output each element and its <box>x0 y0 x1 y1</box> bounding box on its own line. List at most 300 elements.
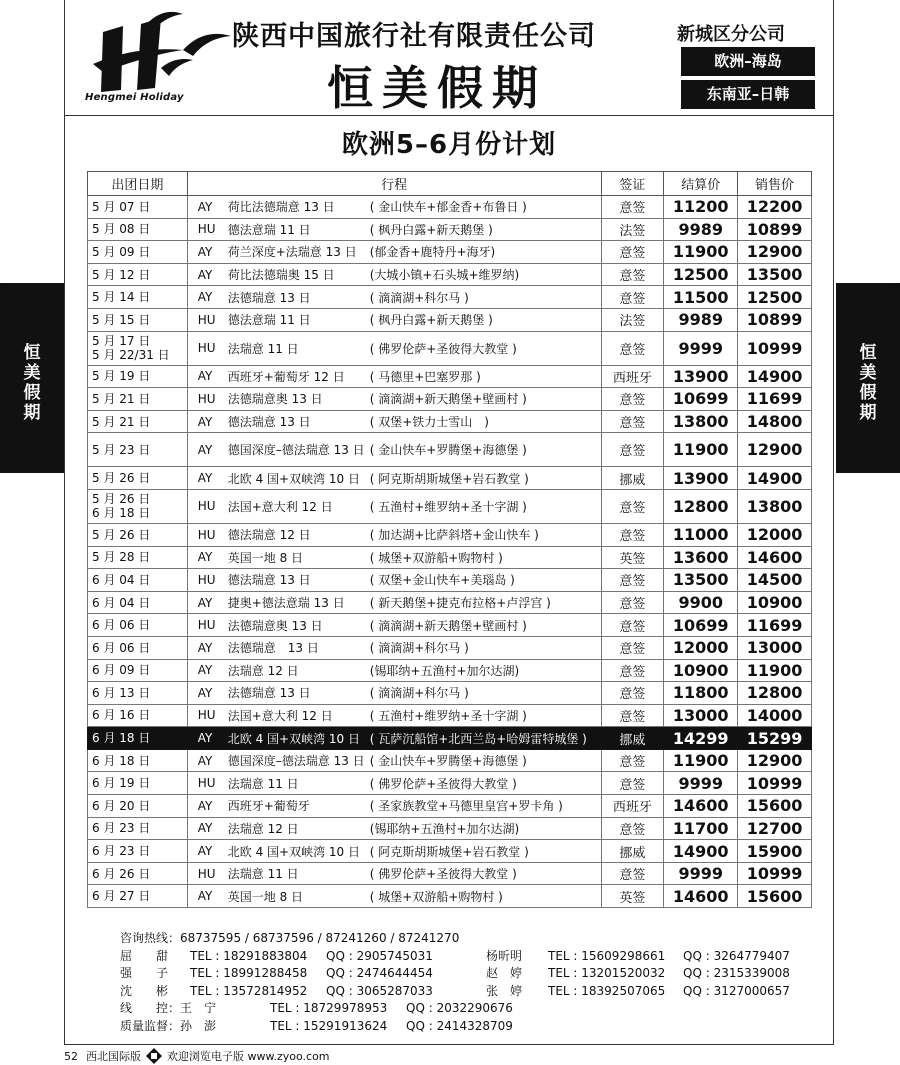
contact-name-2: 张 婷 <box>486 983 523 998</box>
date-text: 5 月 12 日 <box>92 267 151 282</box>
trip-highlights: ( 滴滴湖+科尔马 ) <box>369 290 469 305</box>
cell-settle-price: 14299 <box>664 727 738 750</box>
cell-sale-price: 12000 <box>738 523 812 546</box>
left-side-banner <box>0 283 64 473</box>
cell-date <box>88 308 188 331</box>
trip-name: 英国一地 8 日 <box>227 889 304 904</box>
date-text: 6 月 27 日 <box>92 889 151 904</box>
cell-settle-price: 11000 <box>664 523 738 546</box>
trip-highlights: ( 滴滴湖+科尔马 ) <box>369 641 469 656</box>
trip-name: 法德瑞意 13 日 <box>227 641 319 656</box>
cell-sale-price: 12200 <box>738 196 812 219</box>
cell-date <box>88 749 188 772</box>
trip-name: 德法瑞意 12 日 <box>227 528 311 543</box>
airline-code: AY <box>197 821 213 836</box>
cell-visa: 意签 <box>601 862 664 885</box>
table-row <box>88 331 812 365</box>
airline-code: AY <box>197 199 213 214</box>
cell-visa: 意签 <box>601 772 664 795</box>
contact-tel: TEL : 13572814952 <box>190 983 308 998</box>
header <box>65 0 833 116</box>
trip-name: 西班牙+葡萄牙 <box>227 799 310 814</box>
table-row <box>88 546 812 569</box>
cell-sale-price: 14900 <box>738 365 812 388</box>
table-row <box>88 467 812 490</box>
cell-route <box>187 704 601 727</box>
cell-visa: 意签 <box>601 591 664 614</box>
cell-date <box>88 196 188 219</box>
airline-code: HU <box>197 499 216 514</box>
table-row <box>88 433 812 467</box>
contact-qq-2: QQ : 3264779407 <box>683 948 790 963</box>
table-row <box>88 772 812 795</box>
airline-code: HU <box>197 776 216 791</box>
cell-settle-price: 11900 <box>664 241 738 264</box>
cell-date <box>88 263 188 286</box>
trip-name: 捷奥+德法意瑞 13 日 <box>227 596 345 611</box>
cell-date <box>88 862 188 885</box>
cell-settle-price: 14600 <box>664 885 738 908</box>
contact-row <box>120 948 790 966</box>
cell-sale-price: 10899 <box>738 308 812 331</box>
trip-highlights: (大城小镇+石头城+维罗纳) <box>369 268 520 283</box>
date-text: 5 月 09 日 <box>92 244 151 259</box>
cell-date <box>88 365 188 388</box>
cell-date <box>88 704 188 727</box>
date-text: 5 月 19 日 <box>92 369 151 384</box>
cell-settle-price: 9999 <box>664 331 738 365</box>
date-text: 6 月 06 日 <box>92 618 151 633</box>
table-row <box>88 365 812 388</box>
cell-settle-price: 11900 <box>664 433 738 467</box>
trip-highlights: ( 佛罗伦萨+圣彼得大教堂 ) <box>369 867 517 882</box>
cell-visa: 法签 <box>601 308 664 331</box>
date-text: 6 月 06 日 <box>92 640 151 655</box>
brand-title: 恒美假期 <box>327 61 547 115</box>
table-row <box>88 489 812 523</box>
cell-settle-price: 11900 <box>664 749 738 772</box>
airline-code: AY <box>197 889 213 904</box>
cell-sale-price: 10900 <box>738 591 812 614</box>
trip-name: 法德瑞意 13 日 <box>227 686 311 701</box>
trip-highlights: ( 五渔村+维罗纳+圣十字湖 ) <box>369 708 527 723</box>
table-row <box>88 263 812 286</box>
cell-date <box>88 569 188 592</box>
airline-code: HU <box>197 866 216 881</box>
cell-route <box>187 569 601 592</box>
date-text: 6 月 16 日 <box>92 708 151 723</box>
airline-code: AY <box>197 471 213 486</box>
table-row <box>88 614 812 637</box>
plan-title: 欧洲5–6月份计划 <box>341 130 557 160</box>
date-text-2: 6 月 18 日 <box>92 506 151 521</box>
cell-visa: 意签 <box>601 749 664 772</box>
cell-route <box>187 817 601 840</box>
cell-date <box>88 885 188 908</box>
cell-sale-price: 15900 <box>738 840 812 863</box>
table-row <box>88 636 812 659</box>
trip-name: 荷比法德瑞意 13 日 <box>227 200 335 215</box>
cell-visa: 西班牙 <box>601 795 664 818</box>
cell-visa: 挪威 <box>601 467 664 490</box>
airline-code: AY <box>197 844 213 859</box>
page-frame <box>64 0 834 1045</box>
cell-date <box>88 817 188 840</box>
left-side-label: 恒 美 假 期 <box>23 343 41 423</box>
cell-route <box>187 772 601 795</box>
date-text: 6 月 18 日 <box>92 753 151 768</box>
date-text: 6 月 23 日 <box>92 844 151 859</box>
table-row <box>88 885 812 908</box>
cell-route <box>187 659 601 682</box>
airline-code: HU <box>197 222 216 237</box>
cell-visa: 西班牙 <box>601 365 664 388</box>
cell-sale-price: 12500 <box>738 286 812 309</box>
cell-date <box>88 218 188 241</box>
header-settle-price: 结算价 <box>664 172 738 196</box>
cell-settle-price: 9999 <box>664 862 738 885</box>
trip-name: 西班牙+葡萄牙 12 日 <box>227 369 345 384</box>
table-row <box>88 591 812 614</box>
contact-qq: QQ : 2905745031 <box>326 948 433 963</box>
trip-name: 英国一地 8 日 <box>227 550 304 565</box>
trip-highlights: ( 滴滴湖+新天鹅堡+壁画村 ) <box>369 392 527 407</box>
airline-code: AY <box>197 753 213 768</box>
date-text: 5 月 07 日 <box>92 199 151 214</box>
contact-qq: QQ : 2474644454 <box>326 966 433 980</box>
cell-sale-price: 12800 <box>738 682 812 705</box>
cell-sale-price: 13800 <box>738 489 812 523</box>
right-side-banner <box>836 283 900 473</box>
trip-name: 德法意瑞 11 日 <box>227 222 311 237</box>
cell-route <box>187 467 601 490</box>
cell-date <box>88 331 188 365</box>
trip-highlights: ( 阿克斯胡斯城堡+岩石教堂 ) <box>369 844 529 859</box>
cell-date <box>88 489 188 523</box>
cell-date <box>88 772 188 795</box>
trip-name: 法国+意大利 12 日 <box>227 499 333 514</box>
date-text: 6 月 23 日 <box>92 821 151 836</box>
contact-tel-2: TEL : 18392507065 <box>548 983 666 998</box>
cell-visa: 意签 <box>601 682 664 705</box>
cell-sale-price: 10999 <box>738 331 812 365</box>
supervise-tel: TEL : 15291913624 <box>270 1018 388 1033</box>
airline-code: HU <box>197 708 216 723</box>
date-text: 5 月 14 日 <box>92 290 151 305</box>
date-text: 5 月 21 日 <box>92 414 151 429</box>
trip-highlights: ( 滴滴湖+新天鹅堡+壁画村 ) <box>369 618 527 633</box>
trip-highlights: ( 新天鹅堡+捷克布拉格+卢浮宫 ) <box>369 596 551 611</box>
cell-route <box>187 489 601 523</box>
table-row <box>88 840 812 863</box>
cell-route <box>187 308 601 331</box>
date-text-2: 5 月 22/31 日 <box>92 348 170 363</box>
supervise-contact <box>120 1018 790 1036</box>
control-qq: QQ : 2032290676 <box>406 1001 513 1015</box>
contact-qq: QQ : 3065287033 <box>326 983 433 998</box>
cell-settle-price: 13900 <box>664 467 738 490</box>
date-text: 5 月 15 日 <box>92 312 151 327</box>
trip-highlights: ( 金山快车+郁金香+布鲁日 ) <box>369 200 527 215</box>
airline-code: AY <box>197 442 213 457</box>
contact-row <box>120 983 790 1001</box>
cell-route <box>187 727 601 750</box>
table-row <box>88 569 812 592</box>
trip-highlights: (锡耶纳+五渔村+加尔达湖) <box>369 663 520 678</box>
contact-section <box>120 930 790 1035</box>
cell-settle-price: 12500 <box>664 263 738 286</box>
contact-name: 屈 甜 <box>120 948 169 963</box>
cell-settle-price: 13800 <box>664 410 738 433</box>
airline-code: AY <box>197 550 213 565</box>
date-text: 5 月 08 日 <box>92 222 151 237</box>
date-text: 6 月 19 日 <box>92 776 151 791</box>
publisher-logo-icon <box>146 1048 162 1064</box>
cell-route <box>187 241 601 264</box>
cell-visa: 意签 <box>601 659 664 682</box>
date-text: 5 月 26 日 <box>92 527 151 542</box>
airline-code: HU <box>197 391 216 406</box>
airline-code: AY <box>197 244 213 259</box>
cell-route <box>187 749 601 772</box>
cell-visa: 意签 <box>601 196 664 219</box>
trip-highlights: (锡耶纳+五渔村+加尔达湖) <box>369 821 520 836</box>
trip-highlights: ( 瓦萨沉船馆+北西兰岛+哈姆雷特城堡 ) <box>369 731 587 746</box>
cell-date <box>88 614 188 637</box>
cell-date <box>88 241 188 264</box>
trip-highlights: (郁金香+鹿特丹+海牙) <box>369 245 496 260</box>
cell-visa: 英签 <box>601 546 664 569</box>
cell-route <box>187 410 601 433</box>
cell-visa: 意签 <box>601 704 664 727</box>
table-row <box>88 749 812 772</box>
contact-name: 强 子 <box>120 966 169 980</box>
cell-sale-price: 14500 <box>738 569 812 592</box>
cell-visa: 法签 <box>601 218 664 241</box>
cell-route <box>187 795 601 818</box>
trip-name: 德法瑞意 13 日 <box>227 573 311 588</box>
cell-date <box>88 467 188 490</box>
trip-highlights: ( 马德里+巴塞罗那 ) <box>369 369 481 384</box>
table-row <box>88 218 812 241</box>
airline-code: AY <box>197 267 213 282</box>
cell-visa: 意签 <box>601 569 664 592</box>
table-row <box>88 308 812 331</box>
trip-highlights: ( 双堡+铁力士雪山 ) <box>369 415 489 430</box>
contact-qq-2: QQ : 3127000657 <box>683 983 790 998</box>
trip-name: 德法瑞意 13 日 <box>227 415 311 430</box>
control-label: 线 控：王 宁 <box>120 1001 217 1015</box>
cell-settle-price: 10699 <box>664 614 738 637</box>
cell-sale-price: 10999 <box>738 862 812 885</box>
airline-code: AY <box>197 290 213 305</box>
trip-highlights: ( 佛罗伦萨+圣彼得大教堂 ) <box>369 776 517 791</box>
cell-date <box>88 682 188 705</box>
welcome-text: 欢迎浏览电子版 www.zyoo.com <box>167 1050 330 1063</box>
trip-highlights: ( 枫丹白露+新天鹅堡 ) <box>369 313 493 328</box>
airline-code: HU <box>197 527 216 542</box>
trip-highlights: ( 双堡+金山快车+美瑙岛 ) <box>369 573 515 588</box>
contact-name: 沈 彬 <box>120 983 169 998</box>
trip-highlights: ( 圣家族教堂+马德里皇宫+罗卡角 ) <box>369 799 563 814</box>
cell-route <box>187 636 601 659</box>
header-date: 出团日期 <box>88 172 188 196</box>
trip-name: 德法意瑞 11 日 <box>227 313 311 328</box>
trip-name: 法瑞意 12 日 <box>227 663 299 678</box>
cell-visa: 意签 <box>601 489 664 523</box>
cell-settle-price: 11500 <box>664 286 738 309</box>
cell-settle-price: 12000 <box>664 636 738 659</box>
cell-date <box>88 727 188 750</box>
cell-settle-price: 9900 <box>664 591 738 614</box>
cell-visa: 意签 <box>601 388 664 411</box>
trip-name: 法德瑞意奥 13 日 <box>227 392 323 407</box>
cell-route <box>187 263 601 286</box>
cell-sale-price: 11699 <box>738 388 812 411</box>
trip-name: 荷兰深度+法瑞意 13 日 <box>227 245 357 260</box>
cell-date <box>88 433 188 467</box>
contact-tel-2: TEL : 15609298661 <box>548 948 666 963</box>
trip-name: 德国深度–德法瑞意 13 日 <box>227 443 365 458</box>
cell-route <box>187 546 601 569</box>
cell-settle-price: 9999 <box>664 772 738 795</box>
date-text: 6 月 09 日 <box>92 663 151 678</box>
airline-code: AY <box>197 685 213 700</box>
cell-settle-price: 13900 <box>664 365 738 388</box>
cell-sale-price: 10899 <box>738 218 812 241</box>
trip-highlights: ( 城堡+双游船+购物村 ) <box>369 550 503 565</box>
table-row <box>88 682 812 705</box>
cell-route <box>187 885 601 908</box>
table-row <box>88 795 812 818</box>
cell-settle-price: 13500 <box>664 569 738 592</box>
cell-visa: 意签 <box>601 410 664 433</box>
cell-sale-price: 14800 <box>738 410 812 433</box>
cell-route <box>187 388 601 411</box>
company-name: 陕西中国旅行社有限责任公司 <box>232 21 596 52</box>
logo-text: Hengmei Holiday <box>85 92 184 103</box>
contact-name-2: 赵 婷 <box>486 966 523 980</box>
cell-sale-price: 10999 <box>738 772 812 795</box>
supervise-label: 质量监督：孙 澎 <box>120 1018 217 1033</box>
cell-sale-price: 13000 <box>738 636 812 659</box>
table-row <box>88 817 812 840</box>
date-text: 5 月 21 日 <box>92 391 151 406</box>
trip-name: 法瑞意 12 日 <box>227 821 299 836</box>
cell-settle-price: 11700 <box>664 817 738 840</box>
cell-sale-price: 12700 <box>738 817 812 840</box>
cell-sale-price: 11699 <box>738 614 812 637</box>
tag-asia-japan-korea: 东南亚–日韩 <box>681 80 815 109</box>
cell-visa: 意签 <box>601 286 664 309</box>
cell-sale-price: 14000 <box>738 704 812 727</box>
table-row <box>88 727 812 750</box>
trip-name: 法德瑞意奥 13 日 <box>227 618 323 633</box>
cell-date <box>88 286 188 309</box>
date-text: 5 月 26 日 <box>92 492 151 507</box>
table-row <box>88 241 812 264</box>
trip-name: 北欧 4 国+双峡湾 10 日 <box>227 731 360 746</box>
cell-sale-price: 14900 <box>738 467 812 490</box>
date-text: 6 月 04 日 <box>92 595 151 610</box>
table-row <box>88 410 812 433</box>
table-row <box>88 704 812 727</box>
table-row <box>88 659 812 682</box>
cell-route <box>187 840 601 863</box>
edition: 西北国际版 <box>86 1050 141 1063</box>
cell-visa: 意签 <box>601 241 664 264</box>
airline-code: HU <box>197 618 216 633</box>
table-row <box>88 862 812 885</box>
cell-settle-price: 13600 <box>664 546 738 569</box>
cell-date <box>88 523 188 546</box>
header-visa: 签证 <box>601 172 664 196</box>
trip-highlights: ( 枫丹白露+新天鹅堡 ) <box>369 222 493 237</box>
contact-qq-2: QQ : 2315339008 <box>683 966 790 980</box>
date-text: 6 月 20 日 <box>92 798 151 813</box>
date-text: 6 月 04 日 <box>92 572 151 587</box>
cell-visa: 挪威 <box>601 727 664 750</box>
cell-settle-price: 11200 <box>664 196 738 219</box>
table-row <box>88 286 812 309</box>
table-row <box>88 523 812 546</box>
airline-code: HU <box>197 312 216 327</box>
cell-settle-price: 10900 <box>664 659 738 682</box>
date-text: 5 月 28 日 <box>92 550 151 565</box>
cell-sale-price: 15600 <box>738 885 812 908</box>
trip-name: 北欧 4 国+双峡湾 10 日 <box>227 844 360 859</box>
airline-code: AY <box>197 663 213 678</box>
cell-date <box>88 636 188 659</box>
cell-visa: 挪威 <box>601 840 664 863</box>
table-row <box>88 388 812 411</box>
cell-date <box>88 546 188 569</box>
trip-highlights: ( 滴滴湖+科尔马 ) <box>369 686 469 701</box>
cell-settle-price: 11800 <box>664 682 738 705</box>
trip-highlights: ( 金山快车+罗腾堡+海德堡 ) <box>369 754 527 769</box>
cell-route <box>187 331 601 365</box>
date-text: 6 月 13 日 <box>92 685 151 700</box>
airline-code: AY <box>197 369 213 384</box>
cell-sale-price: 12900 <box>738 749 812 772</box>
airline-code: AY <box>197 731 213 746</box>
trip-highlights: ( 五渔村+维罗纳+圣十字湖 ) <box>369 499 527 514</box>
date-text: 5 月 17 日 <box>92 334 151 349</box>
trip-name: 北欧 4 国+双峡湾 10 日 <box>227 471 360 486</box>
cell-settle-price: 14900 <box>664 840 738 863</box>
cell-visa: 意签 <box>601 614 664 637</box>
trip-highlights: ( 金山快车+罗腾堡+海德堡 ) <box>369 443 527 458</box>
branch-name: 新城区分公司 <box>677 24 785 45</box>
cell-visa: 意签 <box>601 817 664 840</box>
contact-tel-2: TEL : 13201520032 <box>548 966 666 980</box>
contact-tel: TEL : 18991288458 <box>190 966 308 980</box>
trip-name: 法国+意大利 12 日 <box>227 708 333 723</box>
cell-settle-price: 13000 <box>664 704 738 727</box>
trip-highlights: ( 加达湖+比萨斜塔+金山快车 ) <box>369 528 539 543</box>
cell-visa: 意签 <box>601 331 664 365</box>
contact-tel: TEL : 18291883804 <box>190 948 308 963</box>
airline-code: HU <box>197 341 216 356</box>
cell-sale-price: 14600 <box>738 546 812 569</box>
cell-route <box>187 591 601 614</box>
hotline: 咨询热线：68737595 / 68737596 / 87241260 / 87241270 <box>120 931 460 945</box>
trip-highlights: ( 阿克斯胡斯城堡+岩石教堂 ) <box>369 471 529 486</box>
date-text: 5 月 23 日 <box>92 442 151 457</box>
trip-highlights: ( 佛罗伦萨+圣彼得大教堂 ) <box>369 341 517 356</box>
cell-visa: 意签 <box>601 636 664 659</box>
cell-date <box>88 410 188 433</box>
